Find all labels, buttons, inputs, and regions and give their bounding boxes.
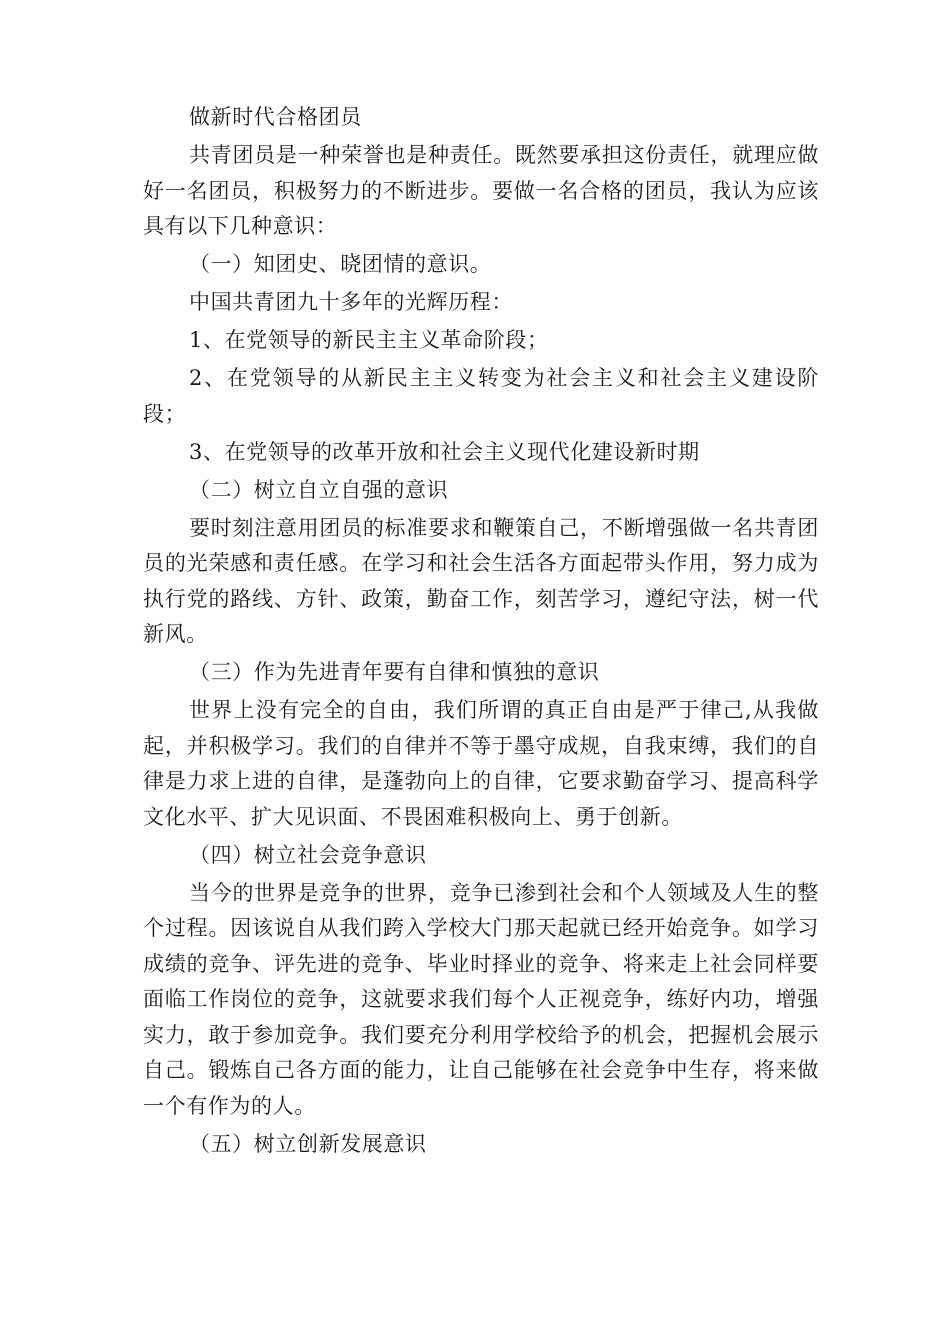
- section-heading-4: （四）树立社会竞争意识: [189, 842, 427, 867]
- paragraph-intro: 共青团员是一种荣誉也是种责任。既然要承担这份责任，就理应做好一名团员，积极努力的不断进步。要做一名合格的团员，我认为应该具有以下几种意识：: [143, 143, 819, 238]
- list-item-history-3: 3、在党领导的改革开放和社会主义现代化建设新时期: [189, 439, 700, 464]
- document-page: [143, 100, 819, 1165]
- paragraph-history-intro: 中国共青团九十多年的光辉历程：: [189, 290, 513, 314]
- document-title: 做新时代合格团员: [189, 105, 362, 129]
- paragraph-section-4: 当今的世界是竞争的世界，竞争已渗到社会和个人领域及人生的整个过程。因该说自从我们跨入学校大门那天起就已经开始竞争。如学习成绩的竞争、评先进的竞争、毕业时择业的竞争、将来走上社会同样要面临工作岗位的竞争，这就要求我们每个人正视竞争，练好内功，增强实力，敢于参加竞争。我们要充分利用学校给予的机会，把握机会展示自己。锻炼自己各方面的能力，让自己能够在社会竞争中生存，将来做一个有作为的人。: [143, 880, 819, 1118]
- paragraph-section-3: 世界上没有完全的自由，我们所谓的真正自由是严于律己,从我做起，并积极学习。我们的自律并不等于墨守成规，自我束缚，我们的自律是力求上进的自律，是蓬勃向上的自律，它要求勤奋学习、提高科学文化水平、扩大见识面、不畏困难积极向上、勇于创新。: [143, 698, 819, 829]
- section-heading-5: （五）树立创新发展意识: [189, 1131, 427, 1156]
- section-heading-3: （三）作为先进青年要有自律和慎独的意识: [189, 660, 600, 684]
- section-heading-1: （一）知团史、晓团情的意识。: [189, 252, 492, 276]
- paragraph-section-2: 要时刻注意用团员的标准要求和鞭策自己，不断增强做一名共青团员的光荣感和责任感。在学习和社会生活各方面起带头作用，努力成为执行党的路线、方针、政策，勤奋工作，刻苦学习，遵纪守法，树一代新风。: [143, 515, 819, 646]
- list-item-history-1: 1、在党领导的新民主主义革命阶段；: [189, 328, 549, 352]
- section-heading-2: （二）树立自立自强的意识: [189, 477, 449, 502]
- list-item-history-2: 2、在党领导的从新民主主义转变为社会主义和社会主义建设阶段；: [143, 366, 819, 426]
